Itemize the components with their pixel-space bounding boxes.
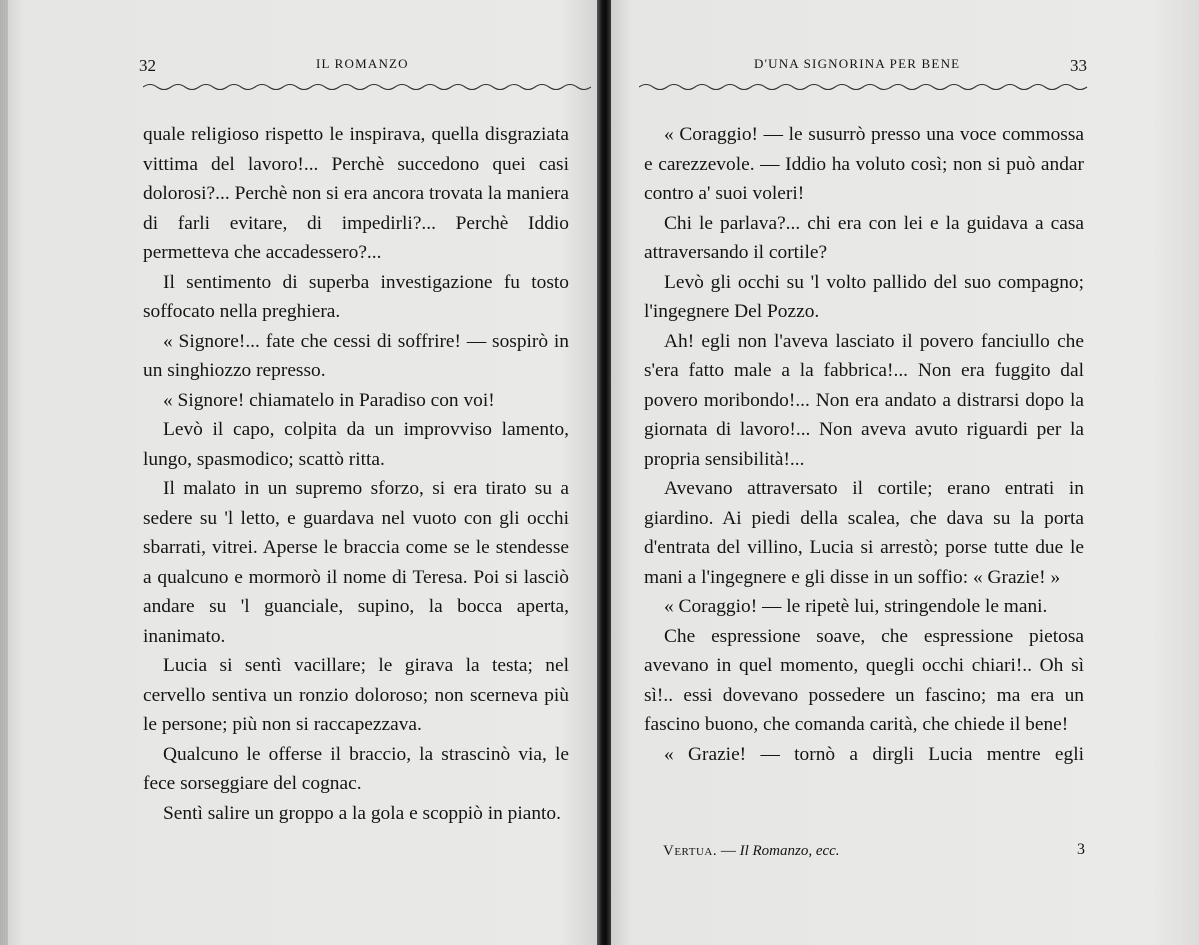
- paragraph: « Grazie! — tornò a dirgli Lucia mentre egli: [664, 743, 1084, 765]
- paragraph: « Coraggio! — le ripetè lui, stringendole le mani.: [664, 596, 1048, 617]
- paragraph: Sentì salire un groppo a la gola e scoppiò in pianto.: [163, 802, 561, 824]
- book-gutter: [597, 0, 611, 945]
- left-running-head: IL ROMANZO: [316, 56, 409, 71]
- paragraph: Il malato in un supremo sforzo, si era tirato su a sedere su 'l letto, e guardava nel vuoto con gli occhi sbarrati, vitrei. Aperse le braccia come se le stendesse a qualcuno e mormorò il nome di Teresa. Poi si lasciò andare su 'l guanciale, supino, la bocca aperta, inanimato.: [143, 478, 569, 647]
- right-body-text: [644, 120, 1084, 769]
- right-running-head: D'UNA SIGNORINA PER BENE: [754, 56, 961, 71]
- paragraph: Ah! egli non l'aveva lasciato il povero fanciullo che s'era fatto male a la fabbrica!... Non era fuggito dal povero moribondo!... Non era andato a distrarsi dopo la giornata di lavoro!... Non aveva avuto riguardi per la propria sensibilità!...: [644, 330, 1084, 470]
- paragraph: Qualcuno le offerse il braccio, la strascinò via, le fece sorseggiare del cognac.: [143, 743, 569, 794]
- right-header-ornament-rule: [639, 80, 1089, 94]
- left-body-text: [143, 120, 569, 828]
- right-page: [611, 0, 1199, 945]
- footer-separator: —: [720, 843, 736, 859]
- footer-signature-mark: 3: [1077, 841, 1085, 858]
- footer-author: Vertua.: [663, 843, 718, 859]
- paragraph: « Signore! chiamatelo in Paradiso con voi!: [163, 389, 495, 411]
- paragraph: Levò il capo, colpita da un improvviso lamento, lungo, spasmodico; scattò ritta.: [143, 419, 569, 470]
- paragraph: Levò gli occhi su 'l volto pallido del suo compagno; l'ingegnere Del Pozzo.: [644, 271, 1084, 322]
- left-header-ornament-rule: [143, 80, 591, 94]
- paragraph: Avevano attraversato il cortile; erano entrati in giardino. Ai piedi della scalea, che dava su la porta d'entrata del villino, Lucia si arrestò; porse tutte due le mani a l'ingegnere e gli disse in un soffio: « Grazie! »: [644, 478, 1084, 588]
- footer-title: Il Romanzo, ecc.: [739, 843, 840, 859]
- footer-credit: [663, 843, 840, 860]
- paragraph: Che espressione soave, che espressione pietosa avevano in quel momento, quegli occhi chiari!.. Oh sì sì!.. essi dovevano possedere un fascino; ma era un fascino buono, che comanda carità, che chiede il bene!: [644, 625, 1084, 735]
- left-page: [0, 0, 597, 945]
- paragraph: Il sentimento di superba investigazione fu tosto soffocato nella preghiera.: [143, 271, 569, 322]
- paragraph: Lucia si sentì vacillare; le girava la testa; nel cervello sentiva un ronzio doloroso; non scerneva più le persone; più non si raccapezzava.: [143, 655, 569, 735]
- paragraph: « Signore!... fate che cessi di soffrire! — sospirò in un singhiozzo represso.: [143, 330, 569, 381]
- left-page-number: 32: [139, 56, 156, 75]
- page-edge-stack: [0, 0, 8, 945]
- paragraph: « Coraggio! — le susurrò presso una voce commossa e carezzevole. — Iddio ha voluto così; non si può andar contro a' suoi voleri!: [644, 124, 1084, 204]
- right-page-number: 33: [1070, 56, 1087, 75]
- paragraph: Chi le parlava?... chi era con lei e la guidava a casa attraversando il cortile?: [644, 212, 1084, 263]
- paragraph: quale religioso rispetto le inspirava, quella disgraziata vittima del lavoro!... Perchè succedono quei casi dolorosi?... Perchè non si era ancora trovata la maniera di farli evitare, di impedirli?... Perchè Iddio permetteva che accadessero?...: [143, 124, 569, 263]
